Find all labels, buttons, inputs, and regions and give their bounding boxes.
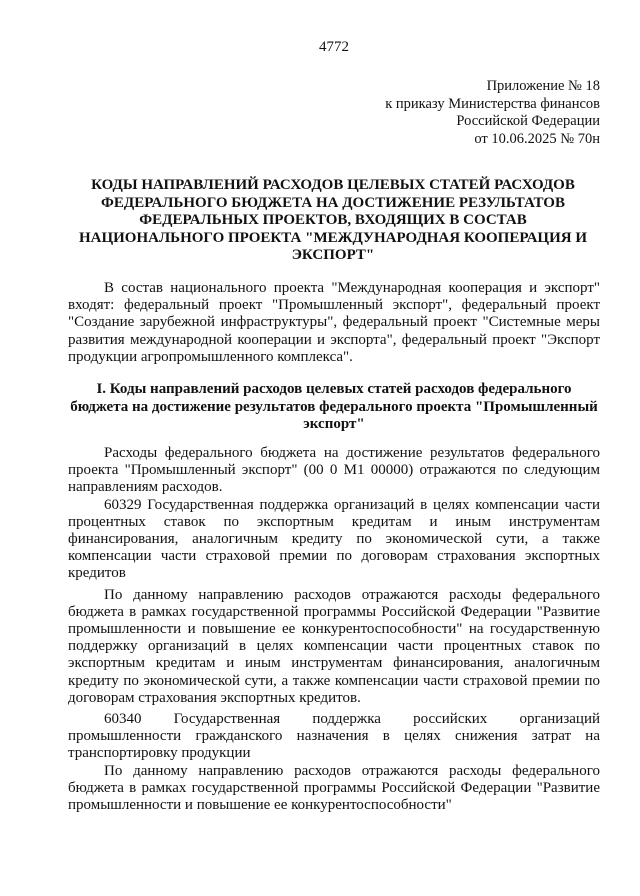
paragraph-3: По данному направлению расходов отражаются расходы федерального бюджета в рамках государственной программы Российской Федерации "Развитие промышленности и повышение ее конкурентоспособности" на государственную поддержку организаций в целях компенсации части процентных ставок по экспортным кредитам и иным инструментам финансирования, аналогичным кредиту по экономической сути, а также компенсации части страховой премии по договорам страхования экспортных кредитов. [68, 586, 600, 706]
intro-paragraph: В состав национального проекта "Международная кооперация и экспорт" входят: федеральный проект "Промышленный экспорт", федеральный проект "Создание зарубежной инфраструктуры", федеральный проект "Системные меры развития международной кооперации и экспорта", федеральный проект "Экспорт продукции агропромышленного комплекса". [68, 280, 600, 365]
section-1-body [68, 445, 600, 814]
paragraph-2: 60329 Государственная поддержка организаций в целях компенсации части процентных ставок по экспортным кредитам и иным инструментам финансирования, аналогичным кредиту по экономической сути, а также компенсации части страховой премии по договорам страхования экспортных кредитов [68, 496, 600, 582]
section-1-title: I. Коды направлений расходов целевых статей расходов федерального бюджета на достижение результатов федерального проекта "Промышленный экспорт" [70, 381, 598, 432]
appendix-line-4: от 10.06.2025 № 70н [474, 130, 600, 147]
appendix-block [385, 78, 600, 148]
appendix-line-3: Российской Федерации [456, 113, 600, 129]
document-title: КОДЫ НАПРАВЛЕНИЙ РАСХОДОВ ЦЕЛЕВЫХ СТАТЕЙ РАСХОДОВ ФЕДЕРАЛЬНОГО БЮДЖЕТА НА ДОСТИЖЕНИЕ РЕЗУЛЬТАТОВ ФЕДЕРАЛЬНЫХ ПРОЕКТОВ, ВХОДЯЩИХ В СОСТАВ НАЦИОНАЛЬНОГО ПРОЕКТА "МЕЖДУНАРОДНАЯ КООПЕРАЦИЯ И ЭКСПОРТ" [78, 177, 588, 263]
intro-text [68, 280, 600, 366]
appendix-line-2: к приказу Министерства финансов [385, 95, 600, 112]
appendix-line-1: Приложение № 18 [486, 78, 600, 94]
paragraph-4: 60340 Государственная поддержка российских организаций промышленности гражданского назначения в целях снижения затрат на транспортировку продукции [68, 711, 600, 762]
paragraph-1: Расходы федерального бюджета на достижение результатов федерального проекта "Промышленный экспорт" (00 0 М1 00000) отражаются по следующим направлениям расходов. [68, 445, 600, 496]
page-number: 4772 [319, 39, 349, 55]
paragraph-5: По данному направлению расходов отражаются расходы федерального бюджета в рамках государственной программы Российской Федерации "Развитие промышленности и повышение ее конкурентоспособности" [68, 762, 600, 814]
